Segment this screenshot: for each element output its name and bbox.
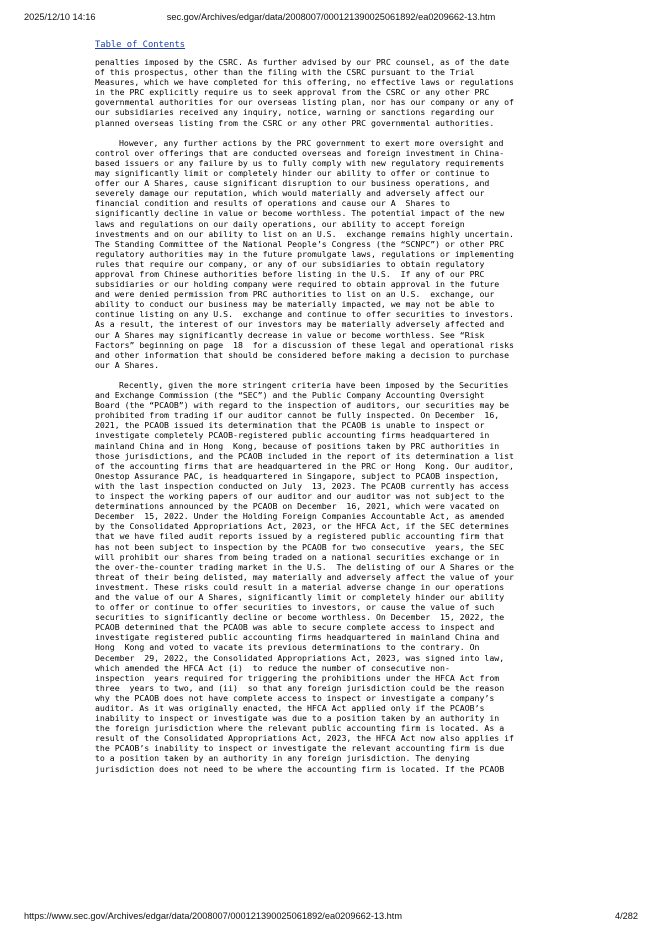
document-body [95,57,565,774]
paragraph [95,138,565,370]
text-line: which amended the HFCA Act (i) to reduce the number of consecutive non- [95,662,450,673]
text-line: and were denied permission from PRC authorities to list on an U.S. exchange, our [95,289,495,300]
text-line: However, any further actions by the PRC government to exert more oversight and [119,137,504,148]
text-line: our A Shares. [95,359,160,370]
text-line: Factors” beginning on page 18 for a discussion of these legal and operational risks [95,339,514,350]
text-line: investment. These risks could result in a material adverse change in our operations [95,581,505,592]
paragraph-gap [95,370,565,380]
text-line: 2021, the PCAOB issued its determination that the PCAOB is unable to inspect or [95,420,485,431]
browser-print-footer [0,911,662,925]
text-line: the foreign jurisdiction where the relevant public accounting firm is located. As a [95,723,505,734]
text-line: inspection years required for triggering the prohibitions under the HFCA Act from [95,672,500,683]
text-line: our subsidiaries received any inquiry, notice, warning or sanctions regarding our [95,107,495,118]
text-line: of the accounting firms that are headquartered in the PRC or Hong Kong. Our auditor, [95,460,514,471]
text-line: the PCAOB’s inability to inspect or investigate the relevant accounting firm is due [95,743,505,754]
text-line: and other information that should be considered before making a decision to purchase [95,349,510,360]
text-line: will prohibit our shares from being traded on a national securities exchange or in [95,551,500,562]
text-line: our A Shares may significantly decrease in value or become worthless. See “Risk [95,329,485,340]
text-line: based issuers or any failure by us to fully comply with new regulatory requirements [95,157,505,168]
text-line: jurisdiction does not need to be where the accounting firm is located. If the PCAOB [95,763,505,774]
text-line: approval from Chinese authorities before listing in the U.S. If any of our PRC [95,268,485,279]
text-line: three years to two, and (ii) so that any foreign jurisdiction could be the reason [95,682,505,693]
text-line: of this prospectus, other than the filing with the CSRC pursuant to the Trial [95,67,475,78]
text-line: continue listing on any U.S. exchange and continue to offer securities to investors. [95,309,514,320]
text-line: December 29, 2022, the Consolidated Appropriations Act, 2023, was signed into law, [95,652,505,663]
text-line: As a result, the interest of our investors may be materially adversely affected and [95,319,505,330]
text-line: result of the Consolidated Appropriations Act, 2023, the HFCA Act now also applies if [95,733,514,744]
text-line: Recently, given the more stringent criteria have been imposed by the Securities [119,380,509,390]
print-datetime: 2025/12/10 14:16 [24,12,96,22]
text-line: prohibited from trading if our auditor cannot be fully inspected. On December 16, [95,410,500,421]
text-line: and the value of our A Shares, significantly limit or completely hinder our ability [95,591,505,602]
text-line: planned overseas listing from the CSRC or any other PRC governmental authorities. [95,117,495,128]
text-line: offer our A Shares, cause significant disruption to our business operations, and [95,178,490,189]
text-line: Hong Kong and voted to vacate its previous determinations to the contrary. On [95,642,480,653]
text-line: PCAOB determined that the PCAOB was able to secure complete access to inspect and [95,622,495,633]
text-line: securities to significantly decline or become worthless. On December 15, 2022, the [95,612,505,623]
text-line: the over-the-counter trading market in the U.S. The delisting of our A Shares or the [95,561,514,572]
text-line: by the Consolidated Appropriations Act, 2023, or the HFCA Act, if the SEC determines [95,521,510,532]
page-number: 4/282 [615,911,638,921]
text-line: Board (the “PCAOB”) with regard to the inspection of auditors, our securities may be [95,400,510,411]
text-line: to offer or continue to offer securities to investors, or cause the value of such [95,602,495,613]
paragraph-gap [95,128,565,138]
text-line: subsidiaries or our holding company were required to obtain approval in the future [95,279,500,290]
text-line: may significantly limit or completely hinder our ability to offer or continue to [95,168,490,179]
text-line: significantly decline in value or become worthless. The potential impact of the new [95,208,505,219]
table-of-contents-link[interactable]: Table of Contents [95,40,186,50]
text-line: severely damage our reputation, which would materially and adversely affect our [95,188,485,199]
text-line: why the PCAOB does not have complete access to inspect or investigate a company’s [95,692,495,703]
text-line: and Exchange Commission (the “SEC”) and the Public Company Accounting Oversight [95,390,485,401]
text-line: financial condition and results of operations and cause our A Shares to [95,198,450,209]
text-line: investigate registered public accounting firms headquartered in mainland China and [95,632,500,643]
text-line: has not been subject to inspection by the PCAOB for two consecutive years, the SEC [95,541,505,552]
text-line: to a position taken by an authority in any foreign jurisdiction. The denying [95,753,470,764]
text-line: auditor. As it was originally enacted, the HFCA Act applied only if the PCAOB’s [95,703,485,713]
text-line: laws and regulations on our daily operations, our ability to accept foreign [95,218,465,229]
text-line: to inspect the working papers of our auditor and our auditor was not subject to the [95,491,505,502]
text-line: those jurisdictions, and the PCAOB included in the report of its determination a list [95,450,514,461]
text-line: December 15, 2022. Under the Holding Foreign Companies Accountable Act, as amended [95,511,505,522]
text-line: regulatory authorities may in the future promulgate laws, regulations or implementing [95,248,514,259]
text-line: The Standing Committee of the National People’s Congress (the “SCNPC”) or other PRC [95,238,505,249]
text-line: with the last inspection conducted on July 13, 2023. The PCAOB currently has access [95,480,510,491]
text-line: governmental authorities for our overseas listing plan, nor has our company or any of [95,97,514,108]
text-line: threat of their being delisted, may materially and adversely affect the value of your [95,571,514,582]
text-line: in the PRC explicitly require us to seek approval from the CSRC or any other PRC [95,87,490,98]
text-line: rules that require our company, or any of our subsidiaries to obtain regulatory [95,258,485,269]
text-line: investigate completely PCAOB-registered public accounting firms headquartered in [95,430,490,441]
text-line: mainland China and in Hong Kong, because of positions taken by PRC authorities in [95,440,500,451]
text-line: that we have filed audit reports issued by a registered public accounting firm that [95,531,505,542]
text-line: inability to inspect or investigate was due to a position taken by an authority in [95,713,500,724]
paragraph [95,380,565,774]
text-line: Onestop Assurance PAC, is headquartered in Singapore, subject to PCAOB inspection, [95,470,500,481]
print-footer-url: https://www.sec.gov/Archives/edgar/data/2008007/000121390025061892/ea0209662-13.htm [24,911,402,921]
text-line: penalties imposed by the CSRC. As further advised by our PRC counsel, as of the date [95,57,510,67]
browser-print-header [0,12,662,26]
text-line: investments and on our ability to list on an U.S. exchange remains highly uncertain. [95,228,514,239]
text-line: control over offerings that are conducted overseas and foreign investment in China- [95,147,505,158]
text-line: ability to conduct our business may be materially impacted, we may not be able to [95,299,495,310]
text-line: determinations announced by the PCAOB on December 16, 2021, which were vacated on [95,501,500,512]
print-header-url: sec.gov/Archives/edgar/data/2008007/000121390025061892/ea0209662-13.htm [166,12,496,22]
text-line: Measures, which we have completed for this offering, no effective laws or regulations [95,77,514,88]
paragraph [95,57,565,128]
